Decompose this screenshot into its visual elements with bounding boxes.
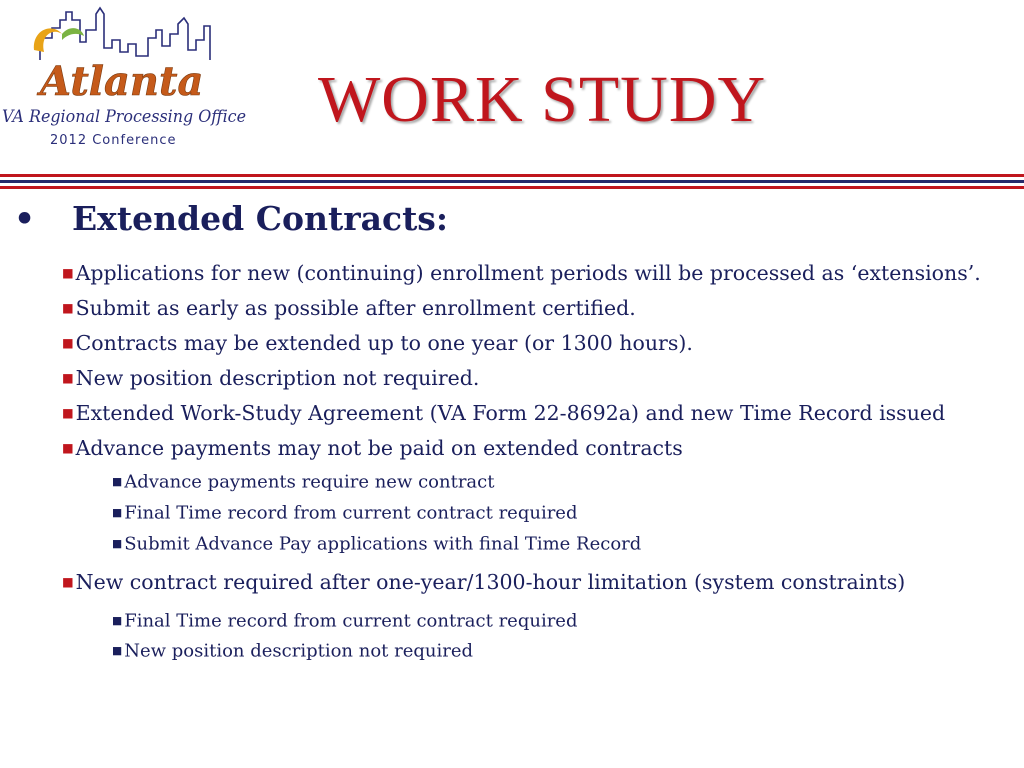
square-bullet-icon: ■ (62, 441, 74, 456)
square-bullet-icon: ■ (62, 336, 74, 351)
slide-title: WORK STUDY (318, 63, 767, 136)
sub-list-item: ■ Advance payments require new contract (112, 472, 495, 494)
square-bullet-icon: ■ (112, 506, 123, 520)
sub-list-item: ■ Submit Advance Pay applications with final Time Record (112, 533, 642, 555)
logo-city-text: Atlanta (40, 58, 204, 105)
list-item: ■New position description not required. (62, 366, 480, 391)
list-item: ■Advance payments may not be paid on extended contracts (62, 436, 683, 461)
header-divider (0, 174, 1024, 192)
list-item: ■Contracts may be extended up to one year (or 1300 hours). (62, 331, 693, 356)
list-item: ■Applications for new (continuing) enrollment periods will be processed as ‘extensions’. (62, 261, 981, 286)
atlanta-conference-logo (0, 0, 250, 160)
main-bullet (14, 194, 448, 244)
logo-office-text: VA Regional Processing Office (2, 107, 246, 127)
square-bullet-icon: ■ (62, 266, 74, 280)
main-bullet-marker: • (14, 199, 36, 238)
sub-list-item: ■ Final Time record from current contract required (112, 610, 578, 632)
square-bullet-icon: ■ (112, 644, 123, 658)
bullet-list (62, 260, 1002, 670)
square-bullet-icon: ■ (62, 301, 74, 316)
list-item: ■Extended Work-Study Agreement (VA Form 22-8692a) and new Time Record issued (62, 401, 946, 426)
square-bullet-icon: ■ (62, 371, 74, 386)
swirl-shape (34, 28, 62, 52)
square-bullet-icon: ■ (112, 475, 123, 489)
main-bullet-text: Extended Contracts: (72, 199, 449, 238)
list-item: ■Submit as early as possible after enrollment certified. (62, 296, 636, 321)
square-bullet-icon: ■ (62, 575, 74, 590)
square-bullet-icon: ■ (112, 536, 123, 550)
list-item: ■New contract required after one-year/1300-hour limitation (system constraints) (62, 570, 906, 595)
square-bullet-icon: ■ (62, 406, 74, 421)
logo-conference-text: 2012 Conference (50, 133, 177, 148)
sub-list-item: ■ Final Time record from current contract required (112, 502, 578, 524)
sub-list-item: ■ New position description not required (112, 640, 474, 662)
square-bullet-icon: ■ (112, 613, 123, 627)
